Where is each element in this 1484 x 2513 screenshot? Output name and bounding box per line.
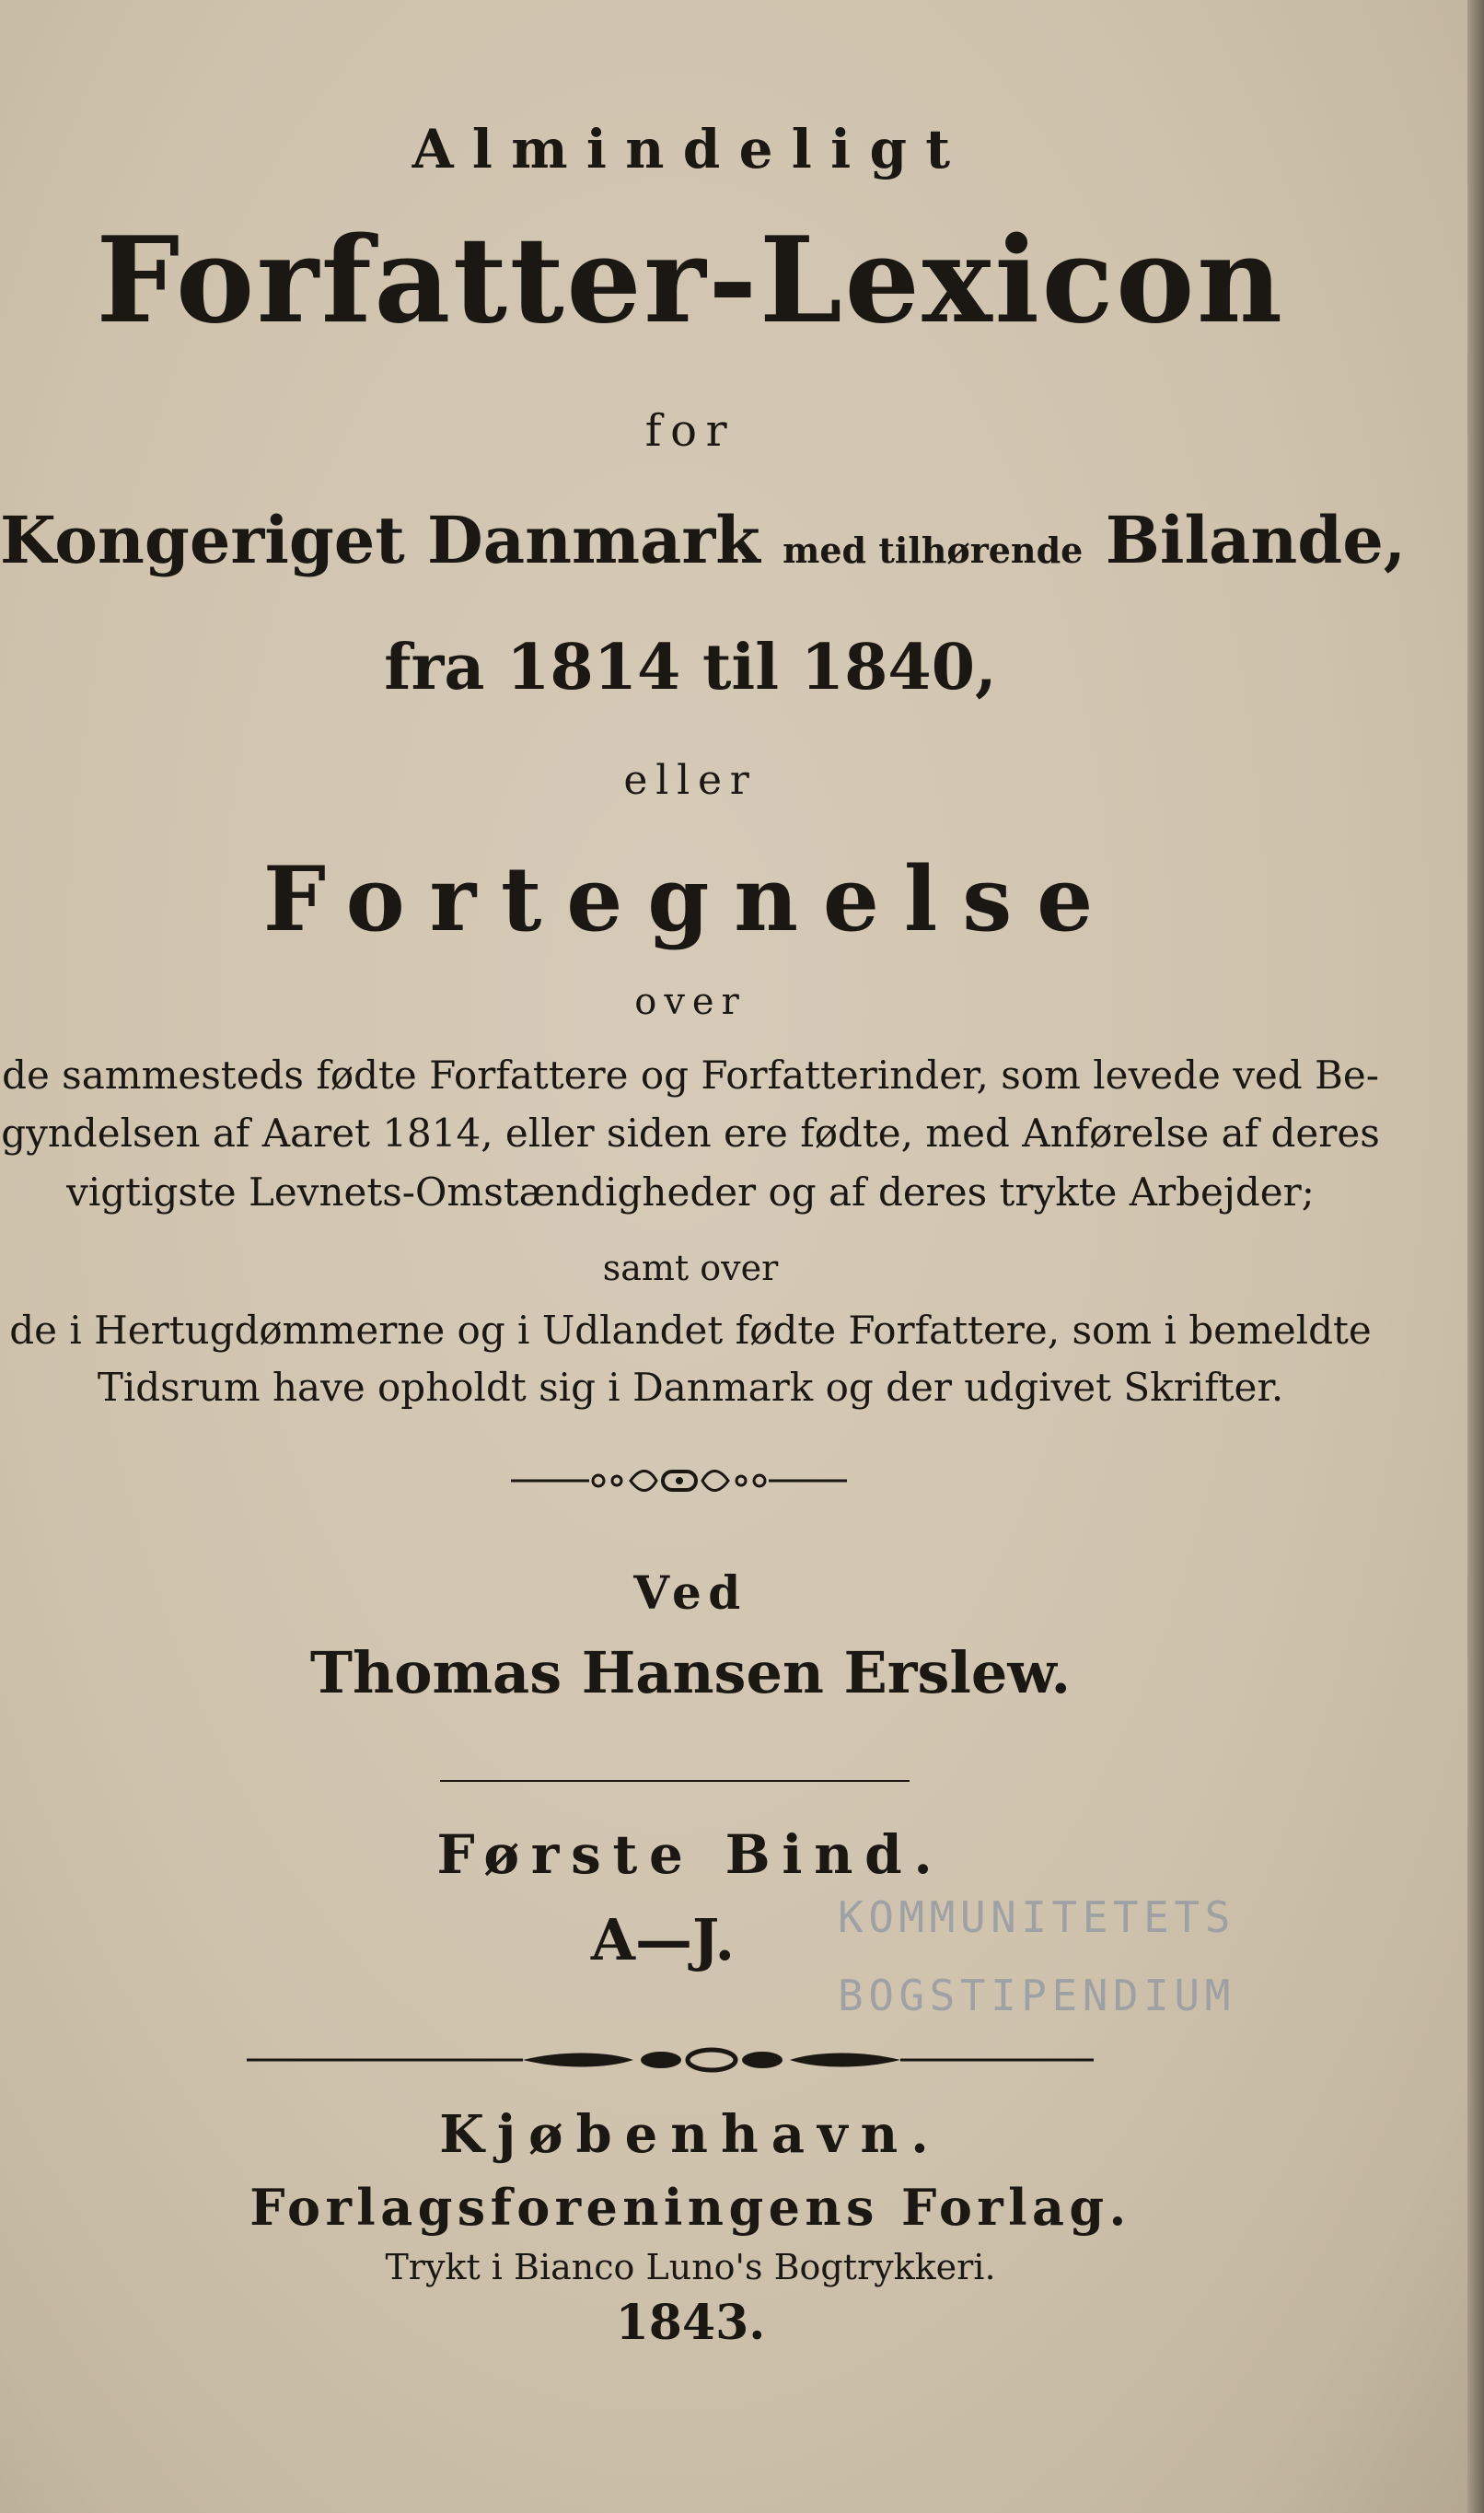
horizontal-rule xyxy=(440,1777,910,1785)
kingdom-line xyxy=(0,502,1407,578)
samt-over: samt over xyxy=(602,1248,779,1288)
place-of-publication: Kjøbenhavn. xyxy=(439,2104,942,2165)
volume-range: A—J. xyxy=(590,1906,736,1973)
kingdom-name: Kongeriget Danmark xyxy=(0,502,760,578)
description-line-1: de sammesteds fødte Forfattere og Forfatterinder, som levede ved Be- xyxy=(2,1053,1379,1098)
word-eller: eller xyxy=(623,757,758,804)
description-line-2: gyndelsen af Aaret 1814, eller siden ere fødte, med Anførelse af deres xyxy=(1,1111,1380,1156)
description-line-3: vigtigste Levnets-Omstændigheder og af deres trykte Arbejder; xyxy=(66,1169,1315,1215)
volume-label: Første Bind. xyxy=(436,1823,945,1886)
ornamental-rule-large xyxy=(247,2040,1094,2084)
author-name: Thomas Hansen Erslew. xyxy=(309,1639,1072,1706)
fortegnelse-heading: Fortegnelse xyxy=(262,847,1119,951)
description-line-4: de i Hertugdømmerne og i Udlandet fødte Forfattere, som i bemeldte xyxy=(9,1308,1372,1353)
library-stamp-line-2: BOGSTIPENDIUM xyxy=(838,1971,1235,2020)
years-line: fra 1814 til 1840, xyxy=(384,631,997,704)
word-ved: Ved xyxy=(633,1565,748,1620)
publication-year: 1843. xyxy=(615,2295,766,2351)
main-title: Forfatter-Lexicon xyxy=(96,212,1285,350)
publisher: Forlagsforeningens Forlag. xyxy=(249,2178,1131,2237)
word-over: over xyxy=(634,981,747,1023)
kingdom-dependencies: Bilande, xyxy=(1105,502,1407,578)
description-line-5: Tidsrum have opholdt sig i Danmark og der udgivet Skrifter. xyxy=(97,1365,1284,1410)
library-stamp-line-1: KOMMUNITETETS xyxy=(838,1892,1235,1942)
word-for: for xyxy=(644,405,736,457)
printer: Trykt i Bianco Luno's Bogtrykkeri. xyxy=(385,2247,996,2287)
title-line-almindeligt: Almindeligt xyxy=(412,118,969,180)
page-edge-shadow xyxy=(1467,0,1484,2513)
ornamental-rule-small xyxy=(511,1462,847,1499)
kingdom-connector: med tilhørende xyxy=(783,529,1084,571)
